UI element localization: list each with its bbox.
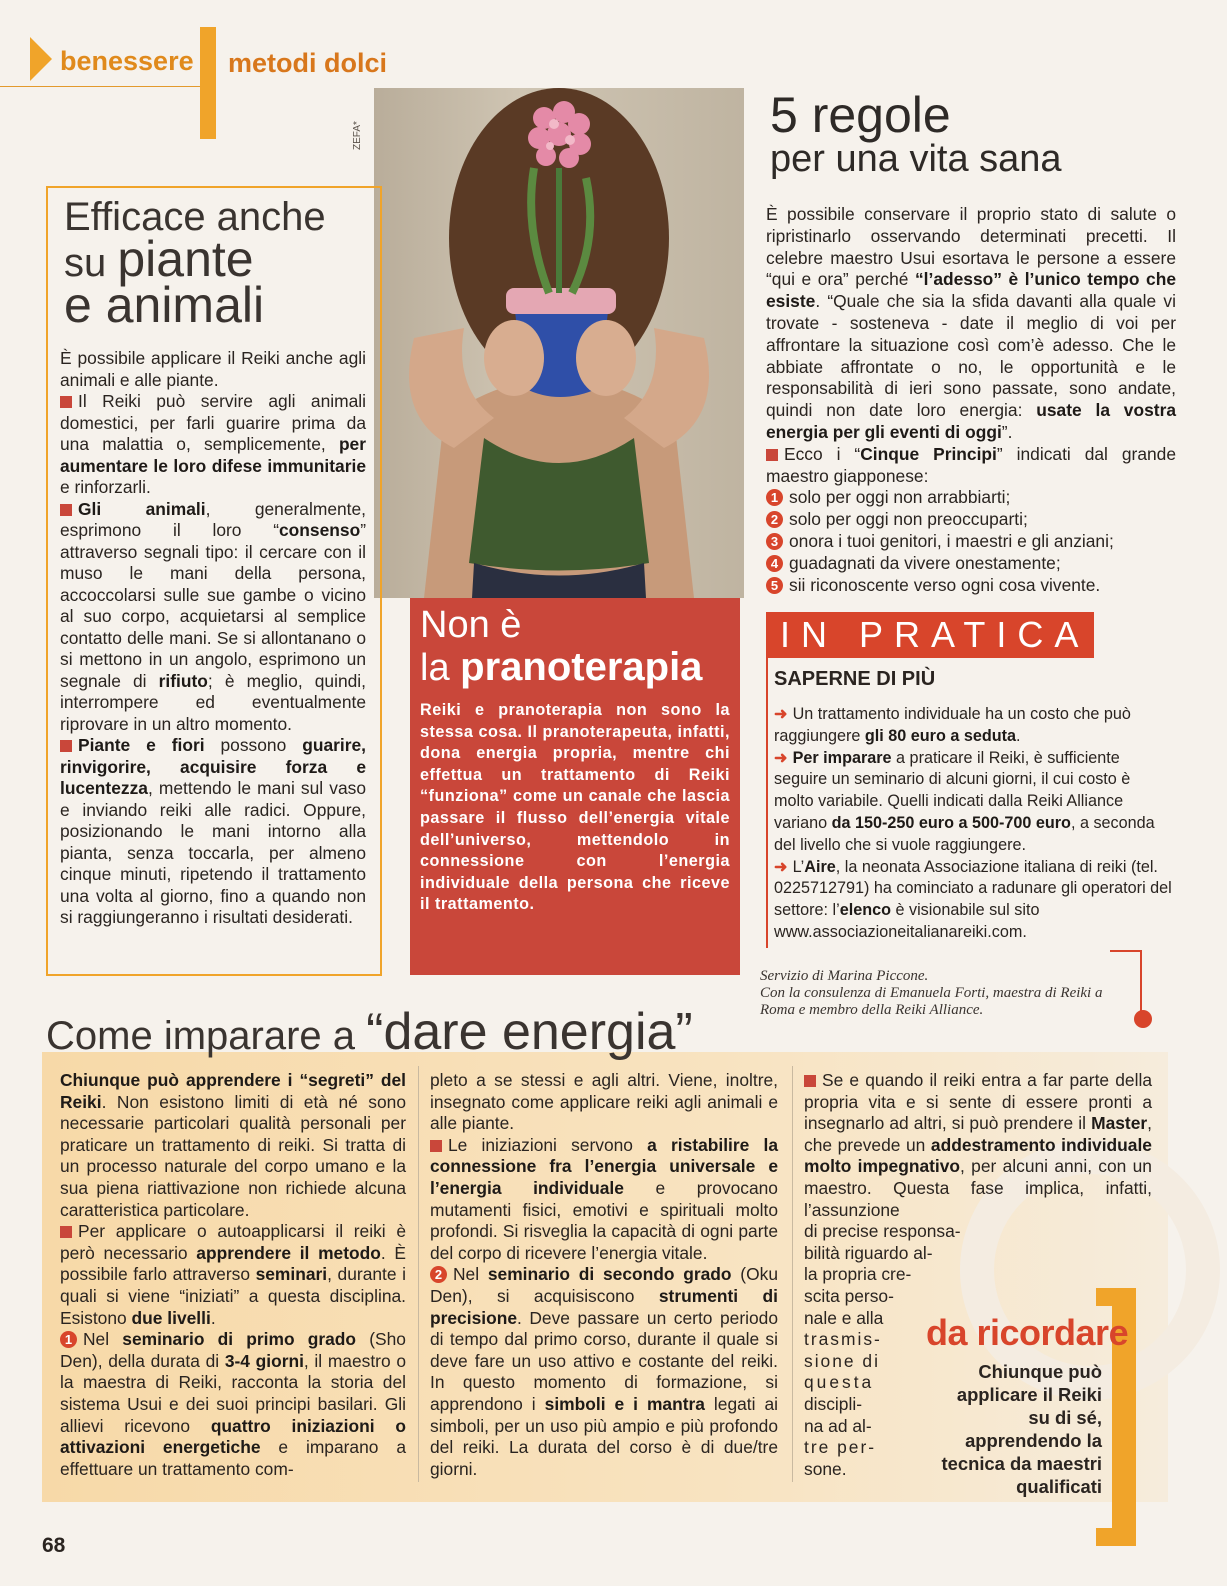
left-title-line3: e animali [64, 277, 265, 333]
text: Un trattamento individuale ha un costo che può raggiungere [774, 705, 1131, 745]
text: Le iniziazioni servono [448, 1134, 648, 1155]
text-bold: addestramento individuale molto impegnativo [804, 1134, 1152, 1177]
text-line: questa [804, 1372, 875, 1393]
text-bold: pranoterapia [460, 645, 703, 689]
memo-title: da ricordare [926, 1312, 1129, 1353]
hyacinth-photo [374, 88, 744, 598]
rules-para-2 [766, 444, 1176, 488]
text: Come imparare a [46, 1014, 367, 1058]
text: . Non esistono limiti di età né sono necessarie particolari qualità personali per praticare un trattamento di reiki. Si tratta di un processo naturale del corpo umano e la sua piena riattivazione non richiede alcuna caratteristica particolare. [60, 1091, 406, 1220]
in-pratica-body [774, 704, 1172, 944]
left-para-3 [60, 735, 366, 929]
text: , a seconda del livello che si vuole raggiungere. [774, 813, 1155, 854]
text-line: sone. [804, 1458, 847, 1479]
header-bracket-icon [200, 27, 216, 139]
number-badge-icon: 5 [766, 577, 783, 594]
text: Per applicare o autoapplicarsi il reiki è però necessario [60, 1221, 406, 1263]
text-line: tre per- [804, 1437, 877, 1458]
bullet-square-icon [60, 1226, 72, 1238]
left-box-title [64, 195, 384, 333]
text: la [420, 647, 461, 689]
red-box-body: Reiki e pranoterapia non sono la stessa cosa. Il pranoterapeuta, infatti, dona energia propria, mentre chi effettua un trattamento di Reiki “funziona” come un canale che lascia passare il flusso dell’energia vitale dell’universo, mettendolo in connessione con l’energia individuale della persona che riceve il trattamento. [420, 701, 730, 914]
left-box-body [60, 348, 366, 929]
text: legati ai simboli, per un uso più ampio e più profondo del reiki. La durata del corso è di due/tre giorni. [430, 1393, 778, 1479]
woman-with-hyacinth-illustration [374, 88, 744, 598]
article-credits [760, 968, 1140, 1019]
number-badge-icon: 1 [766, 489, 783, 506]
text-line: trasmis- [804, 1329, 882, 1350]
rules-title: 5 regole [770, 87, 951, 143]
text: e imparano a effettuare un trattamento com- [60, 1437, 406, 1479]
subsection-label: metodi dolci [228, 48, 388, 78]
text: Se e quando il reiki entra a far parte della propria vita e si sente di essere pronti a insegnarlo ad altri, si può prendere il [804, 1070, 1152, 1134]
text-bold: Master [1091, 1113, 1148, 1134]
red-title-line2 [420, 646, 702, 689]
text-bold: quattro iniziazioni o attivazioni energetiche [60, 1415, 406, 1458]
section-label: benessere [60, 46, 194, 76]
page-number: 68 [42, 1534, 66, 1557]
col1-para-2 [60, 1221, 406, 1329]
text: Nel [83, 1329, 123, 1350]
text: guadagnati da vivere onestamente; [789, 552, 1061, 573]
col3-para-1 [804, 1070, 1152, 1221]
text: . [210, 1307, 216, 1328]
number-badge-icon: 3 [766, 533, 783, 550]
text: . “Quale che sia la sfida davanti alla quale vi trovate - sosteneva - date il meglio di voi per affrontare la situazione così com’è adesso. Che le abbiate affrontate o no, le opportunità e le responsabilità di ieri sono passate, sono andate, quindi non date loro energia: [766, 291, 1176, 421]
rules-subtitle: per una vita sana [770, 138, 1062, 180]
in-pratica-rule [766, 658, 768, 948]
list-item [766, 575, 1176, 597]
list-item [766, 487, 1176, 509]
credit-author: Servizio di Marina Piccone. [760, 968, 929, 984]
text-bold: a ristabilire la connessione fra l’energia universale e l’energia individuale [430, 1134, 778, 1198]
number-badge-icon: 2 [766, 511, 783, 528]
text-bold: seminario di secondo grado [487, 1264, 732, 1285]
left-title-su: su [64, 241, 118, 285]
text-bold: per aumentare le loro difese immunitarie [60, 434, 366, 476]
text-bold: “l’adesso” è l’unico tempo che esiste [766, 269, 1176, 312]
column-divider [792, 1066, 793, 1482]
number-two-icon: 2 [430, 1266, 447, 1283]
red-box-title [420, 604, 702, 689]
left-intro: È possibile applicare il Reiki anche agli animali e alle piante. [60, 348, 366, 390]
memo-text: Chiunque può applicare il Reiki su di sé, apprendendo la tecnica da maestri qualificati [941, 1361, 1102, 1497]
in-pratica-item-3 [774, 857, 1172, 944]
text-bold: Piante e fiori [78, 735, 205, 755]
in-pratica-label: IN PRATICA [766, 612, 1094, 658]
text-bold: Gli animali [78, 498, 206, 519]
text-bold: Cinque Principi [860, 443, 997, 464]
text: , generalmente, esprimono il loro “ [60, 498, 367, 540]
bullet-square-icon [766, 449, 778, 461]
text: ; è meglio, quindi, interrompere ed eventualmente riprovare in un altro momento. [60, 670, 366, 734]
in-pratica-heading: SAPERNE DI PIÙ [774, 668, 936, 690]
header-rule [0, 86, 200, 87]
text: possono [204, 735, 303, 755]
number-badge-icon: 4 [766, 555, 783, 572]
text-bold: simboli e i mantra [544, 1393, 705, 1414]
left-title-piante: piante [117, 231, 254, 287]
text: , durante i quali si viene “iniziati” a questa disciplina. Esistono [60, 1264, 406, 1328]
text: solo per oggi non arrabbiarti; [789, 487, 1011, 508]
col2-para-3 [430, 1264, 778, 1480]
text: sii riconoscente verso ogni cosa vivente. [789, 574, 1101, 595]
left-para-2 [60, 499, 366, 736]
rules-para-1 [766, 204, 1176, 444]
text: e rinforzarli. [60, 477, 151, 497]
credit-bracket-top [1110, 950, 1142, 952]
principles-list [766, 487, 1176, 596]
text: ” attraverso segnali tipo: il cercare con il muso le mani della persona, accoccolarsi sulle sue gambe o vicino al suo corpo, acquietarsi al semplice contatto delle mani. Se si allontanano o si mettono in un angolo, esprimono un segnale di [60, 520, 366, 691]
text: . [1016, 726, 1021, 745]
text-bold: due livelli [131, 1307, 211, 1328]
list-item [766, 509, 1176, 531]
text-bold: guarire, rinvigorire, acquisire forza e lucentezza [60, 735, 366, 798]
left-para-1 [60, 391, 366, 499]
credit-dot-icon [1134, 1010, 1152, 1028]
col2-para-2 [430, 1135, 778, 1265]
in-pratica-item-2 [774, 748, 1172, 857]
text: (Oku Den), si acquisiscono [430, 1264, 778, 1306]
text: Nel [453, 1264, 488, 1285]
bullet-square-icon [60, 504, 72, 516]
rules-body [766, 204, 1176, 596]
col2-para-1: pleto a se stessi e agli altri. Viene, inoltre, insegnato come applicare reiki agli animali e alle piante. [430, 1070, 778, 1134]
text: e provocano mutamenti fisici, emotivi e spirituali molto profondi. Si risveglia la capacità di ogni parte del corpo di ricevere l’energia vitale. [430, 1177, 778, 1263]
text-line: na ad al- [804, 1415, 872, 1436]
text: Ecco i “ [784, 443, 861, 464]
text: è visionabile sul sito www.associazioneitalianareiki.com. [774, 901, 1040, 941]
column-divider [418, 1066, 419, 1482]
list-item [766, 553, 1176, 575]
text-bold: 3-4 giorni [224, 1350, 304, 1371]
text-bold: Aire [804, 857, 836, 876]
col1-para-3 [60, 1329, 406, 1480]
credit-consultant: Con la consulenza di Emanuela Forti, maestra di Reiki a Roma e membro della Reiki Alliance. [760, 985, 1103, 1018]
text: ”. [1001, 421, 1013, 442]
red-title-line1: Non è [420, 604, 522, 646]
text-line: di precise responsa- [804, 1221, 961, 1242]
photo-credit: ZEFA* [352, 121, 363, 150]
section-triangle-icon [30, 37, 52, 81]
text-bold: rifiuto [158, 670, 208, 691]
text: . Deve passare un certo periodo di tempo dal primo corso, durante il quale si deve fare un uso attivo e costante del reiki. In questo momento di formazione, si apprendono i [430, 1307, 778, 1414]
left-title-line1: Efficace anche [64, 195, 326, 239]
text: È possibile conservare il proprio stato di salute o ripristinarlo osservando determinati precetti. Il celebre maestro Usui esortava le persone a essere “qui e ora” perché [766, 204, 1176, 290]
number-one-icon: 1 [60, 1331, 77, 1348]
text-line: nale e alla [804, 1307, 884, 1328]
text: . È possibile farlo attraverso [60, 1242, 406, 1285]
bullet-square-icon [60, 396, 72, 408]
text: solo per oggi non preoccuparti; [789, 509, 1028, 530]
text: , mettendo le mani sul vaso e inviando reiki alle radici. Oppure, posizionando le mani intorno alla pianta, senza toccarla, per almeno cinque minuti, ripetendo il trattamento una volta al giorno, fino a quando non si raggiungeranno i risultati desiderati. [60, 778, 366, 927]
text-bold: elenco [839, 901, 891, 920]
text-line: la propria cre- [804, 1264, 912, 1285]
credit-bracket-line [1140, 950, 1142, 1016]
text-bold: gli 80 euro a seduta [864, 726, 1017, 745]
text-bold: Chiunque può apprendere i “segreti” del Reiki [60, 1070, 406, 1112]
text: a praticare il Reiki, è sufficiente seguire un seminario di alcuni giorni, il cui costo è molto variabile. Quelli indicati dalla Reiki Alliance variano [774, 748, 1131, 832]
text-line: discipli- [804, 1393, 862, 1414]
bullet-square-icon [430, 1140, 442, 1152]
text-bold: da 150-250 euro a 500-700 euro [831, 813, 1071, 832]
text-line: sione di [804, 1350, 880, 1371]
text-bold: seminario di primo grado [122, 1329, 357, 1350]
bullet-square-icon [804, 1075, 816, 1087]
text-bold: apprendere il metodo [196, 1242, 381, 1263]
arrow-right-icon: ➜ [774, 857, 788, 876]
text-big: “dare energia” [366, 1003, 693, 1061]
text-bold: strumenti di precisione [430, 1285, 778, 1328]
text: onora i tuoi genitori, i maestri e gli anziani; [789, 530, 1114, 551]
text: , che prevede un [804, 1113, 1152, 1155]
col1-para-1 [60, 1070, 406, 1221]
bottom-title [46, 1002, 693, 1062]
text-line: scita perso- [804, 1285, 894, 1306]
text: , il maestro o la maestra di Reiki, racconta la storia del sistema Usui e dei suoi principi basilari. Gli allievi ricevono [60, 1350, 406, 1436]
text: , per alcuni anni, con un maestro. Questa fase implica, infatti, l’assunzione [804, 1156, 1152, 1220]
text-line: bilità riguardo al- [804, 1242, 933, 1263]
text: ” indicati dal grande maestro giapponese: [766, 443, 1177, 486]
text: , la neonata Associazione italiana di reiki (tel. 0225712791) ha cominciato a radunare gli operatori del settore: l’ [774, 857, 1172, 920]
list-item [766, 531, 1176, 553]
arrow-right-icon: ➜ [774, 705, 788, 723]
text: Il Reiki può servire agli animali domestici, per farli guarire prima da una malattia o, semplicemente, [60, 391, 366, 454]
in-pratica-item-1 [774, 704, 1172, 748]
text-bold: seminari [255, 1264, 328, 1285]
text: L’ [792, 857, 805, 876]
bottom-column-2 [430, 1070, 778, 1480]
text-bold: consenso [279, 520, 361, 540]
text-bold: Per imparare [792, 748, 892, 767]
bullet-square-icon [60, 740, 72, 752]
text: (Sho Den), della durata di [60, 1329, 406, 1371]
bottom-column-1 [60, 1070, 406, 1480]
text-bold: usate la vostra energia per gli eventi di oggi [766, 400, 1177, 442]
arrow-right-icon: ➜ [774, 748, 788, 767]
